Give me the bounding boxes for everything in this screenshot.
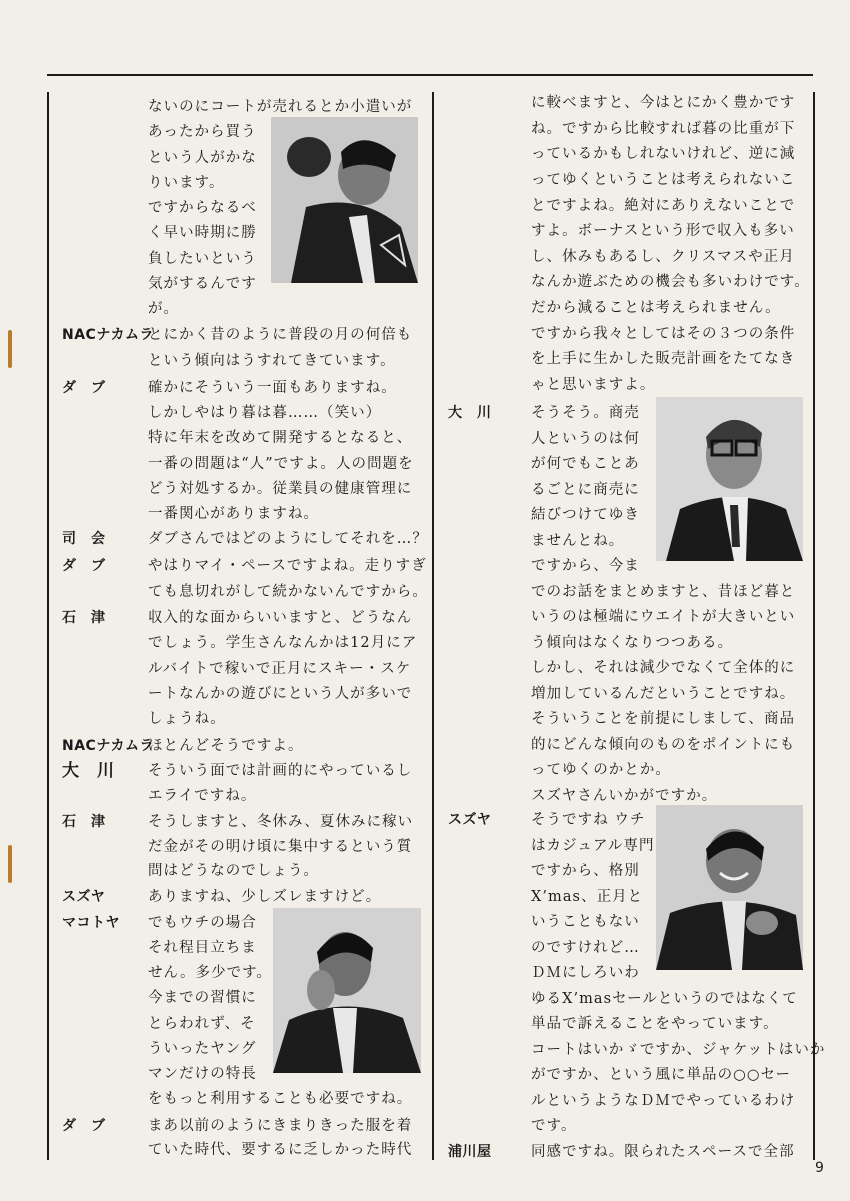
text-line: ほとんどそうですよ。 <box>148 738 304 754</box>
text-line: ですから我々としてはその３つの条件 <box>531 326 796 342</box>
speaker-label: 石 津 <box>62 610 106 626</box>
text-line: く早い時期に勝 <box>148 225 257 241</box>
text-line: そうですね ウチ <box>531 812 646 828</box>
text-line: でもウチの場合 <box>148 915 257 931</box>
photo-okawa-portrait <box>656 397 803 561</box>
text-line: 増加しているんだということですね。 <box>531 686 796 702</box>
text-line: コートはいかゞですか、ジャケットはいか <box>531 1042 826 1058</box>
speaker-label: 大 川 <box>448 405 492 421</box>
text-line: ですからなるべ <box>148 200 257 216</box>
text-line: そういうことを前提にしまして、商品 <box>531 711 796 727</box>
text-line: すよ。ボーナスという形で収入も多い <box>531 223 795 239</box>
speaker-label: マコトヤ <box>62 915 120 931</box>
binding-staple <box>8 845 12 883</box>
text-line: 負したいという <box>148 251 257 267</box>
text-line: ないのにコートが売れるとか小遣いが <box>148 99 413 115</box>
text-line: ゆるX’masセールというのではなくて <box>531 991 798 1007</box>
photo-makotoya-portrait <box>273 908 421 1073</box>
text-line: りいます。 <box>148 175 225 191</box>
text-line: とらわれず、そ <box>148 1016 256 1032</box>
text-line: 特に年末を改めて開発するとなると、 <box>148 430 413 446</box>
speaker-label: 大 川 <box>62 761 115 781</box>
text-line: っているかもしれないけれど、逆に減 <box>531 146 796 162</box>
text-line: るごとに商売に <box>531 482 640 498</box>
text-line: を上手に生かした販売計画をたてなき <box>531 351 796 367</box>
text-line: ていた時代、要するに乏しかった時代 <box>148 1142 413 1158</box>
text-line: ゃと思いますよ。 <box>531 377 656 393</box>
speaker-label: ダ ブ <box>62 380 106 396</box>
text-line: だ金がその明け頃に集中するという質 <box>148 839 413 855</box>
speaker-label: NACナカムラ <box>62 738 155 754</box>
speaker-label: ダ ブ <box>62 1118 106 1134</box>
text-line: X’mas、正月と <box>531 889 644 905</box>
text-line: なんか遊ぶための機会も多いわけです。 <box>531 274 810 290</box>
text-line: とですよね。絶対にありえないことで <box>531 198 796 214</box>
text-line: ですから、今ま <box>531 558 640 574</box>
text-line: う傾向はなくなりつつある。 <box>531 635 734 651</box>
text-line: とにかく昔のように普段の月の何倍も <box>148 327 413 343</box>
text-line: そうしますと、冬休み、夏休みに稼い <box>148 814 414 830</box>
text-line: だから減ることは考えられません。 <box>531 300 781 316</box>
text-line: そうそう。商売 <box>531 405 640 421</box>
text-line: どう対処するか。従業員の健康管理に <box>148 481 413 497</box>
text-line: です。 <box>531 1118 577 1134</box>
text-line: 問はどうなのでしょう。 <box>148 863 320 879</box>
speaker-label: スズヤ <box>62 889 106 905</box>
text-line: ありますね、少しズレますけど。 <box>148 889 382 905</box>
text-line: 気がするんです <box>148 276 257 292</box>
text-line: エライですね。 <box>148 788 257 804</box>
text-line: 一番の問題は“人”ですよ。人の問題を <box>148 456 414 472</box>
text-line: 単品で訴えることをやっています。 <box>531 1016 779 1032</box>
text-line: ＤＭにしろいわ <box>531 965 640 981</box>
text-line: という傾向はうすれてきています。 <box>148 353 396 369</box>
text-line: ートなんかの遊びにという人が多いで <box>148 686 413 702</box>
text-line: ういったヤング <box>148 1041 257 1057</box>
text-line: 結びつけてゆき <box>531 507 640 523</box>
text-line: 今までの習慣に <box>148 990 257 1006</box>
text-line: それ程目立ちま <box>148 940 257 956</box>
speaker-label: 浦川屋 <box>448 1144 492 1160</box>
text-line: ませんとね。 <box>531 533 625 549</box>
text-line: ね。ですから比較すれば暮の比重が下 <box>531 121 796 137</box>
text-line: し、休みもあるし、クリスマスや正月 <box>531 249 795 265</box>
text-line: ってゆくのかとか。 <box>531 762 671 778</box>
text-line: 人というのは何 <box>531 431 640 447</box>
text-line: がですか、という風に単品の○○セー <box>531 1067 792 1083</box>
right-column-rule <box>813 92 815 1160</box>
center-column-rule <box>432 92 434 1160</box>
text-line: 的にどんな傾向のものをポイントにも <box>531 737 796 753</box>
text-line: はカジュアル専門 <box>531 838 655 854</box>
text-line: ってゆくということは考えられないこ <box>531 172 796 188</box>
speaker-label: ダ ブ <box>62 558 106 574</box>
text-line: 収入的な面からいいますと、どうなん <box>148 610 413 626</box>
text-line: に較べますと、今はとにかく豊かです <box>531 95 796 111</box>
text-line: スズヤさんいかがですか。 <box>531 788 718 804</box>
text-line: いうこともない <box>531 914 640 930</box>
speaker-label: NACナカムラ <box>62 327 155 343</box>
text-line: でのお話をまとめますと、昔ほど暮と <box>531 584 796 600</box>
text-line: しかしやはり暮は暮……（笑い） <box>148 405 382 421</box>
text-line: をもっと利用することも必要ですね。 <box>148 1091 413 1107</box>
top-rule <box>47 74 813 76</box>
text-line: 確かにそういう一面もありますね。 <box>148 380 397 396</box>
text-line: あったから買う <box>148 124 257 140</box>
speaker-label: 司 会 <box>62 531 106 547</box>
text-line: が何でもことあ <box>531 456 640 472</box>
text-line: しかし、それは減少でなくて全体的に <box>531 660 796 676</box>
text-line: 同感ですね。限られたスペースで全部 <box>531 1144 795 1160</box>
text-line: そういう面では計画的にやっているし <box>148 763 413 779</box>
text-line: という人がかな <box>148 150 257 166</box>
speaker-label: 石 津 <box>62 814 106 830</box>
text-line: いうのは極端にウエイトが大きいとい <box>531 609 796 625</box>
text-line: マンだけの特長 <box>148 1066 257 1082</box>
text-line: でしょう。学生さんなんかは12月にア <box>148 635 418 651</box>
text-line: 一番関心がありますね。 <box>148 506 320 522</box>
text-line: しょうね。 <box>148 711 226 727</box>
speaker-label: スズヤ <box>448 812 492 828</box>
text-line: まあ以前のようにきまりきった服を着 <box>148 1118 413 1134</box>
text-line: のですけれど… <box>531 940 640 956</box>
text-line: が。 <box>148 301 180 317</box>
text-line: ですから、格別 <box>531 863 640 879</box>
text-line: ても息切れがして続かないんですから。 <box>148 584 428 600</box>
text-line: やはりマイ・ペースですよね。走りすぎ <box>148 558 427 574</box>
text-line: ルバイトで稼いで正月にスキー・スケ <box>148 661 412 677</box>
left-column-rule <box>47 92 49 1160</box>
text-line: せん。多少です。 <box>148 965 273 981</box>
page-number: 9 <box>815 1160 824 1176</box>
binding-staple <box>8 330 12 368</box>
photo-two-men-seated <box>271 117 418 283</box>
photo-suzuya-portrait <box>656 805 803 970</box>
text-line: ダブさんではどのようにしてそれを…？ <box>148 531 428 547</box>
text-line: ルというようなＤＭでやっているわけ <box>531 1093 796 1109</box>
